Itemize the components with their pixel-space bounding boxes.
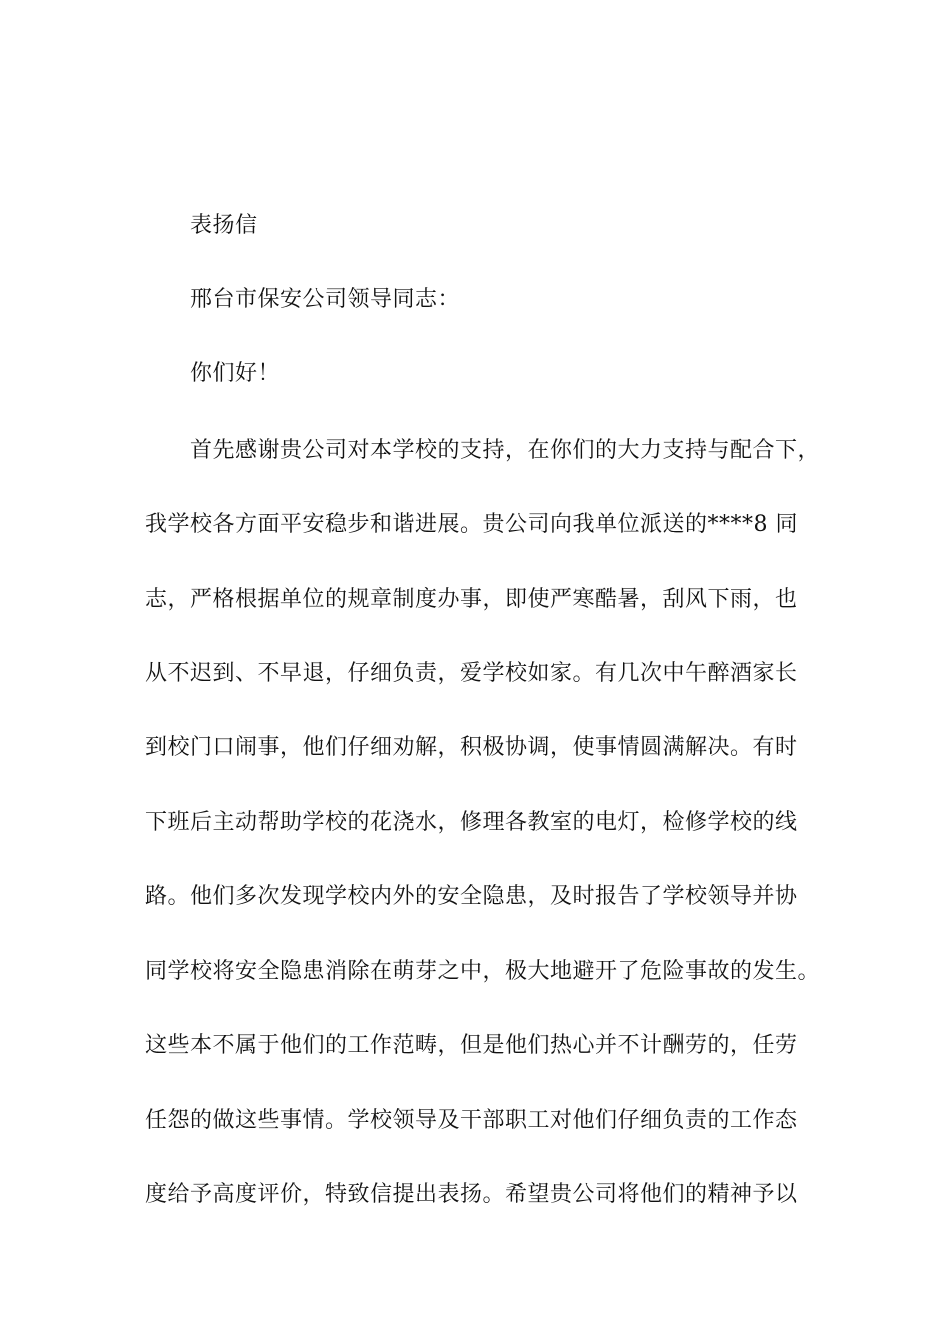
body-line-6: 下班后主动帮助学校的花浇水，修理各教室的电灯，检修学校的线 xyxy=(145,810,798,835)
body-line-10: 任怨的做这些事情。学校领导及干部职工对他们仔细负责的工作态 xyxy=(145,1108,798,1133)
body-line-2: 我学校各方面平安稳步和谐进展。贵公司向我单位派送的****8 同 xyxy=(145,512,798,537)
body-line-11: 度给予高度评价，特致信提出表扬。希望贵公司将他们的精神予以 xyxy=(145,1182,798,1207)
letter-greeting: 你们好！ xyxy=(190,361,281,386)
body-line-1: 首先感谢贵公司对本学校的支持，在你们的大力支持与配合下， xyxy=(190,438,821,463)
body-line-9: 这些本不属于他们的工作范畴，但是他们热心并不计酬劳的，任劳 xyxy=(145,1033,798,1058)
body-line-3: 志，严格根据单位的规章制度办事，即使严寒酷暑，刮风下雨，也 xyxy=(145,587,798,612)
body-line-8: 同学校将安全隐患消除在萌芽之中，极大地避开了危险事故的发生。 xyxy=(145,959,821,984)
letter-title: 表扬信 xyxy=(190,213,258,238)
body-line-4: 从不迟到、不早退，仔细负责，爱学校如家。有几次中午醉酒家长 xyxy=(145,661,798,686)
body-line-5: 到校门口闹事，他们仔细劝解，积极协调，使事情圆满解决。有时 xyxy=(145,735,798,760)
letter-salutation: 邢台市保安公司领导同志： xyxy=(190,287,461,312)
body-line-7: 路。他们多次发现学校内外的安全隐患，及时报告了学校领导并协 xyxy=(145,884,798,909)
